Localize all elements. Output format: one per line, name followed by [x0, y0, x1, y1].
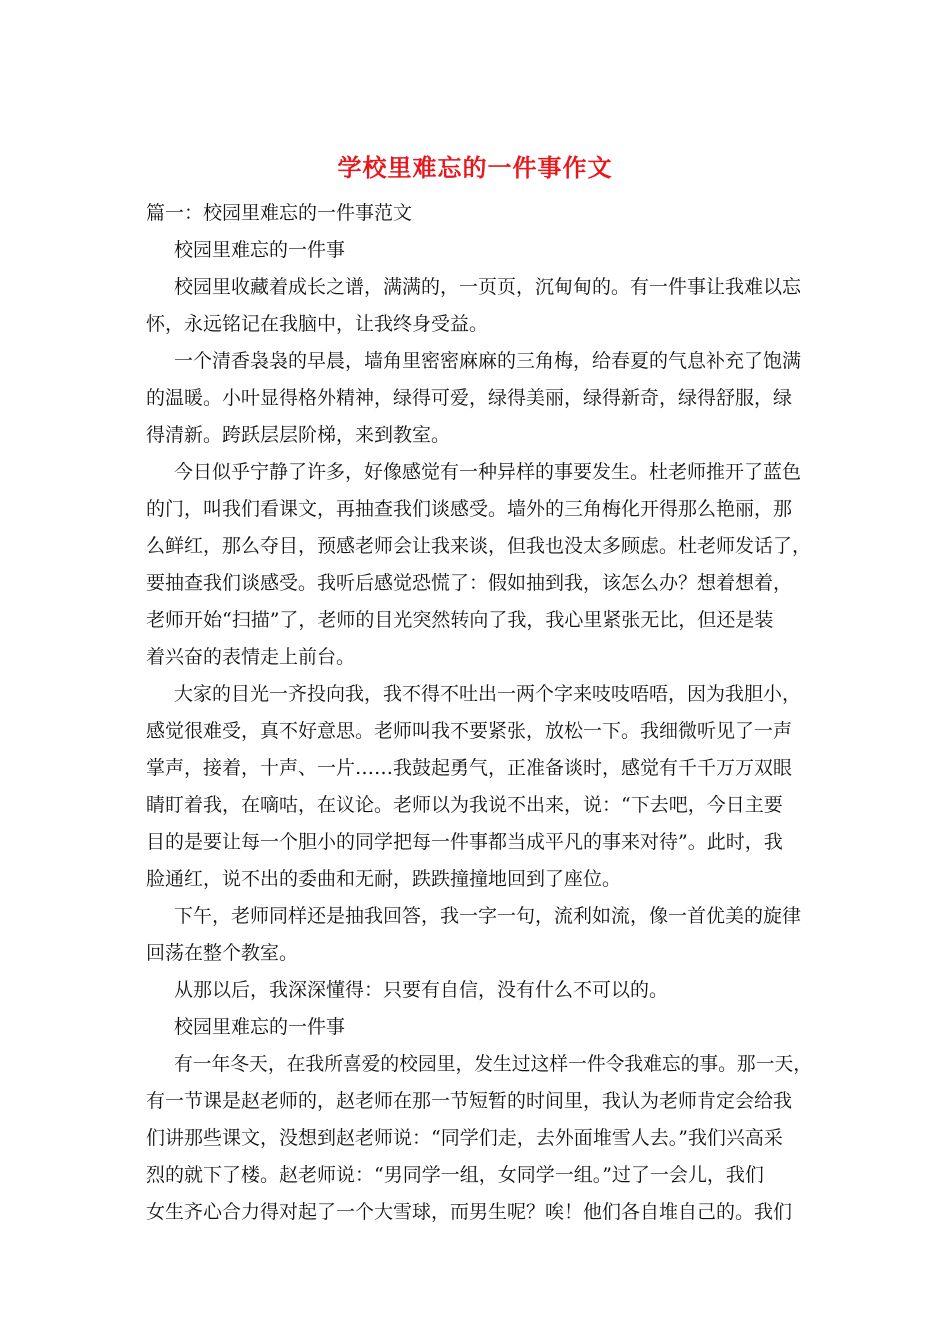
body-line: 目的是要让每一个胆小的同学把每一件事都当成平凡的事来对待”。此时，我 [146, 831, 783, 853]
body-line: 们讲那些课文，没想到赵老师说：“同学们走，去外面堆雪人去。”我们兴高采 [146, 1127, 783, 1149]
body-line: 得清新。跨跃层层阶梯，来到教室。 [146, 424, 451, 446]
body-line: 今日似乎宁静了许多，好像感觉有一种异样的事要发生。杜老师推开了蓝色 [174, 461, 802, 483]
body-line: 大家的目光一齐投向我，我不得不吐出一两个字来吱吱唔唔，因为我胆小， [174, 683, 802, 705]
body-line: 有一节课是赵老师的，赵老师在那一节短暂的时间里，我认为老师肯定会给我 [146, 1090, 793, 1112]
body-line: 一个清香袅袅的早晨，墙角里密密麻麻的三角梅，给春夏的气息补充了饱满 [174, 350, 802, 372]
section-heading: 篇一：校园里难忘的一件事范文 [146, 202, 413, 224]
body-line: 睛盯着我，在嘀咕，在议论。老师以为我说不出来，说：“下去吧，今日主要 [146, 794, 783, 816]
body-line: 校园里收藏着成长之谱，满满的，一页页，沉甸甸的。有一件事让我难以忘 [174, 276, 802, 298]
document-title: 学校里难忘的一件事作文 [337, 153, 613, 182]
body-line: 烈的就下了楼。赵老师说：“男同学一组，女同学一组。”过了一会儿，我们 [146, 1164, 764, 1186]
body-line: 从那以后，我深深懂得：只要有自信，没有什么不可以的。 [174, 979, 669, 1001]
body-line: 怀，永远铭记在我脑中，让我终身受益。 [146, 313, 489, 335]
body-line: 着兴奋的表情走上前台。 [146, 646, 356, 668]
body-line: 么鲜红，那么夺目，预感老师会让我来谈，但我也没太多顾虑。杜老师发话了， [146, 535, 812, 557]
body-line: 要抽查我们谈感受。我听后感觉恐慌了：假如抽到我，该怎么办？想着想着， [146, 572, 793, 594]
body-line: 有一年冬天，在我所喜爱的校园里，发生过这样一件令我难忘的事。那一天， [174, 1053, 813, 1075]
body-line: 女生齐心合力得对起了一个大雪球，而男生呢？唉！他们各自堆自己的。我们 [146, 1201, 793, 1223]
body-line: 的门，叫我们看课文，再抽查我们谈感受。墙外的三角梅化开得那么艳丽，那 [146, 498, 793, 520]
body-line: 老师开始“扫描”了，老师的目光突然转向了我，我心里紧张无比，但还是装 [146, 609, 774, 631]
body-line: 的温暖。小叶显得格外精神，绿得可爱，绿得美丽，绿得新奇，绿得舒服，绿 [146, 387, 793, 409]
essay-subtitle: 校园里难忘的一件事 [174, 239, 346, 261]
body-line: 感觉很难受，真不好意思。老师叫我不要紧张，放松一下。我细微听见了一声 [146, 720, 793, 742]
body-line: 回荡在整个教室。 [146, 942, 299, 964]
body-line: 下午，老师同样还是抽我回答，我一字一句，流利如流，像一首优美的旋律 [174, 905, 802, 927]
essay-subtitle: 校园里难忘的一件事 [174, 1016, 346, 1038]
body-line: 掌声，接着，十声、一片……我鼓起勇气，正准备谈时，感觉有千千万万双眼 [146, 757, 793, 779]
body-line: 脸通红，说不出的委曲和无耐，跌跌撞撞地回到了座位。 [146, 868, 622, 890]
